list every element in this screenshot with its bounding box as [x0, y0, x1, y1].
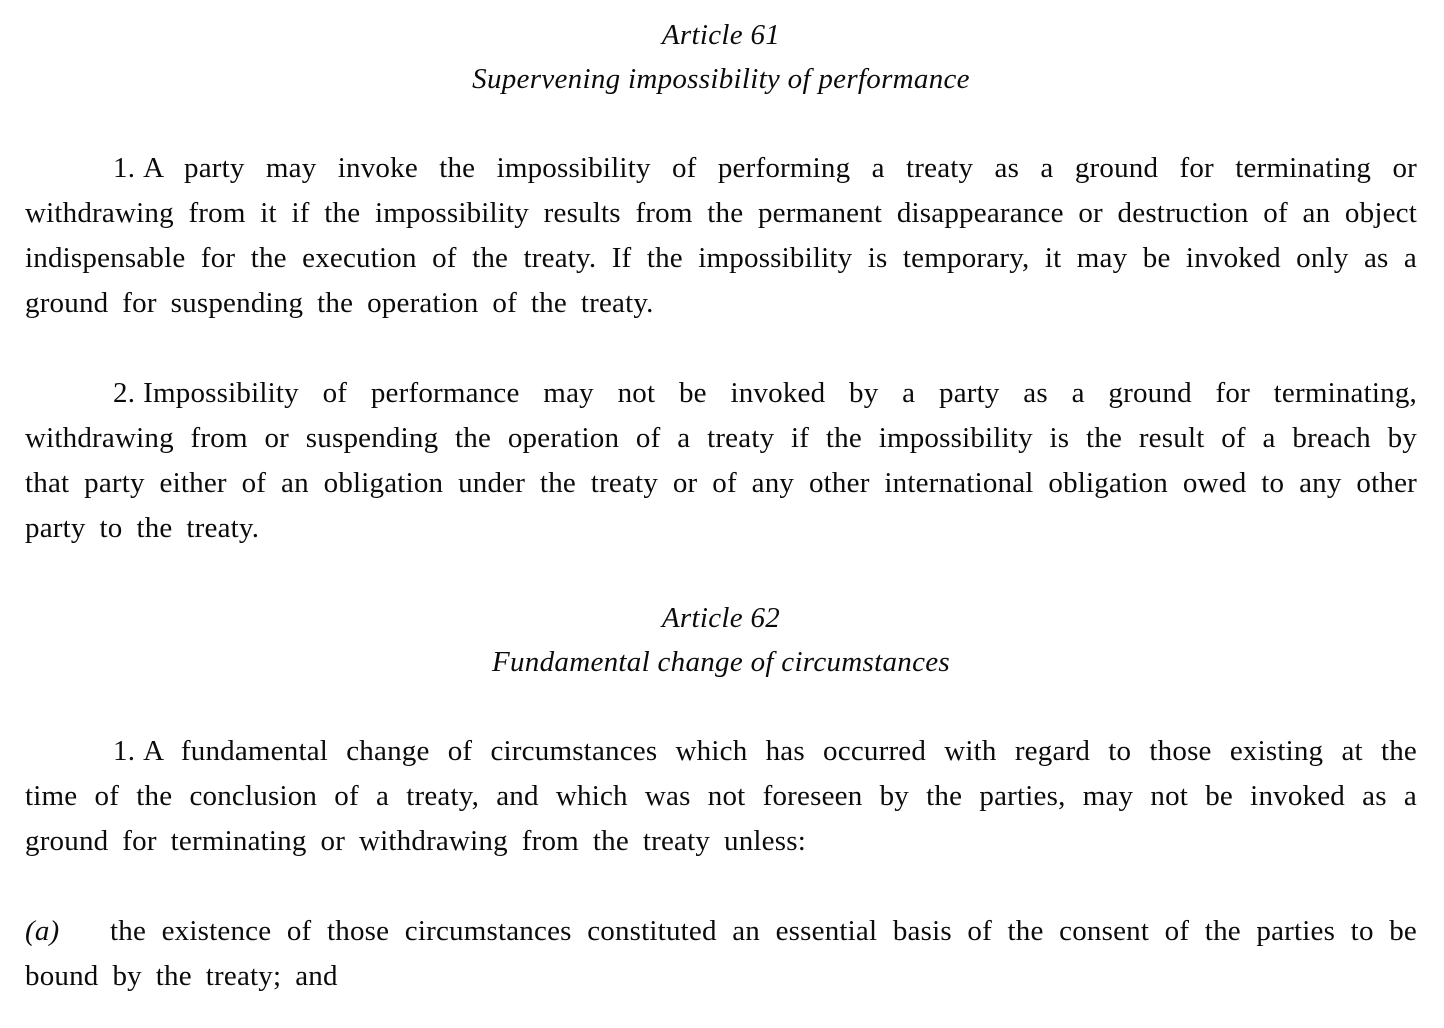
- paragraph-number: 1.: [113, 735, 136, 767]
- article-61-paragraph-2: [25, 371, 1417, 551]
- article-61-paragraph-1: [25, 146, 1417, 326]
- article-62-paragraph-1: [25, 729, 1417, 864]
- article-61-number-heading: Article 61: [661, 19, 781, 51]
- paragraph-text: A party may invoke the impossibility of performing a treaty as a ground for terminating or withdrawing from it if the impossibility results from the permanent disappearance or destruction of an object indispensable for the execution of the treaty. If the impossibility is temporary, it may be invoked only as a ground for suspending the operation of the treaty.: [25, 152, 1417, 319]
- subitem-text: the existence of those circumstances constituted an essential basis of the consent of the parties to be bound by the treaty; and: [25, 915, 1417, 992]
- article-62-subitem-a: [25, 909, 1417, 999]
- paragraph-text: A fundamental change of circumstances which has occurred with regard to those existing at the time of the conclusion of a treaty, and which was not foreseen by the parties, may not be invoked as a ground for terminating or withdrawing from the treaty unless:: [25, 735, 1417, 857]
- article-62-title: Fundamental change of circumstances: [491, 646, 951, 678]
- article-62-number-heading: Article 62: [661, 602, 781, 634]
- paragraph-number: 1.: [113, 152, 136, 184]
- subitem-marker: (a): [25, 915, 60, 947]
- paragraph-text: Impossibility of performance may not be invoked by a party as a ground for terminating, withdrawing from or suspending the operation of a treaty if the impossibility is the result of a breach by that party either of an obligation under the treaty or of any other international obligation owed to any other party to the treaty.: [25, 377, 1417, 544]
- paragraph-number: 2.: [113, 377, 136, 409]
- article-61-title: Supervening impossibility of performance: [472, 63, 970, 95]
